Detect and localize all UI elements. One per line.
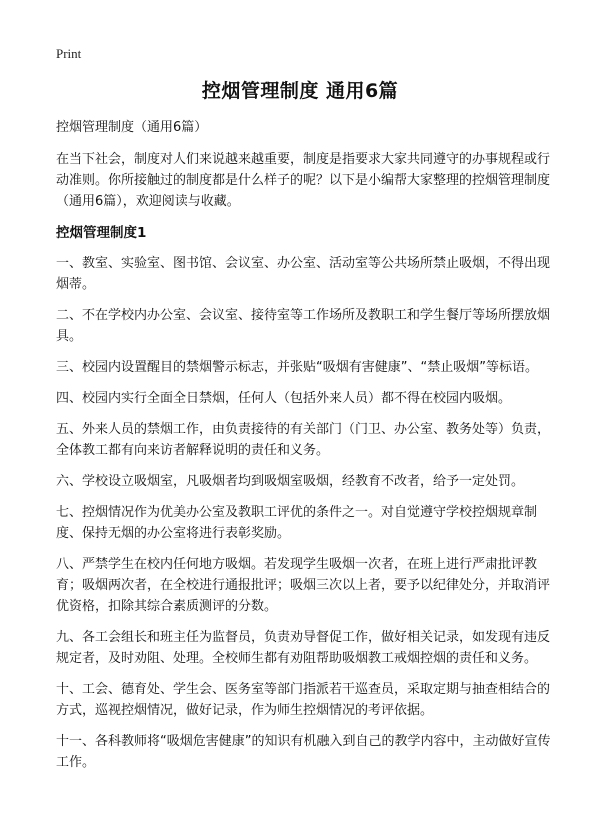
- page-title: 控烟管理制度 通用6篇: [201, 80, 399, 102]
- document-body: [56, 118, 552, 783]
- list-item: 十一、各科教师将“吸烟危害健康”的知识有机融入到自己的教学内容中，主动做好宣传工作。: [56, 734, 551, 770]
- list-item: 一、教室、实验室、图书馆、会议室、办公室、活动室等公共场所禁止吸烟，不得出现烟蒂。: [56, 256, 551, 292]
- print-link[interactable]: Print: [56, 46, 82, 61]
- section-heading: 控烟管理制度1: [56, 225, 147, 241]
- document-subtitle: 控烟管理制度（通用6篇）: [56, 120, 208, 135]
- list-item: 五、外来人员的禁烟工作，由负责接待的有关部门（门卫、办公室、教务处等）负责，全体教工都有向来访者解释说明的责任和义务。: [56, 422, 551, 458]
- list-item: 八、严禁学生在校内任何地方吸烟。若发现学生吸烟一次者，在班上进行严肃批评教育；吸烟两次者，在全校进行通报批评；吸烟三次以上者，要予以纪律处分，并取消评优资格，扣除其综合素质测评的分数。: [56, 557, 551, 614]
- list-item: 九、各工会组长和班主任为监督员，负责劝导督促工作，做好相关记录，如发现有违反规定者，及时劝阻、处理。全校师生都有劝阻帮助吸烟教工戒烟控烟的责任和义务。: [56, 630, 551, 666]
- list-item: 四、校园内实行全面全日禁烟，任何人（包括外来人员）都不得在校园内吸烟。: [56, 391, 512, 406]
- list-item: 三、校园内设置醒目的禁烟警示标志，并张贴“吸烟有害健康”、“禁止吸烟”等标语。: [56, 360, 538, 375]
- list-item: 七、控烟情况作为优美办公室及教职工评优的条件之一。对自觉遵守学校控烟规章制度、保持无烟的办公室将进行表彰奖励。: [56, 505, 538, 541]
- intro-paragraph: 在当下社会，制度对人们来说越来越重要，制度是指要求大家共同遵守的办事规程或行动准则。你所接触过的制度都是什么样子的呢？以下是小编帮大家整理的控烟管理制度（通用6篇），欢迎阅读与收藏。: [56, 152, 551, 209]
- list-item: 六、学校设立吸烟室，凡吸烟者均到吸烟室吸烟，经教育不改者，给予一定处罚。: [56, 474, 525, 489]
- list-item: 二、不在学校内办公室、会议室、接待室等工作场所及教职工和学生餐厅等场所摆放烟具。: [56, 308, 551, 344]
- list-item: 十、工会、德育处、学生会、医务室等部门指派若干巡查员，采取定期与抽查相结合的 方式，巡视控烟情况，做好记录，作为师生控烟情况的考评依据。: [56, 682, 551, 718]
